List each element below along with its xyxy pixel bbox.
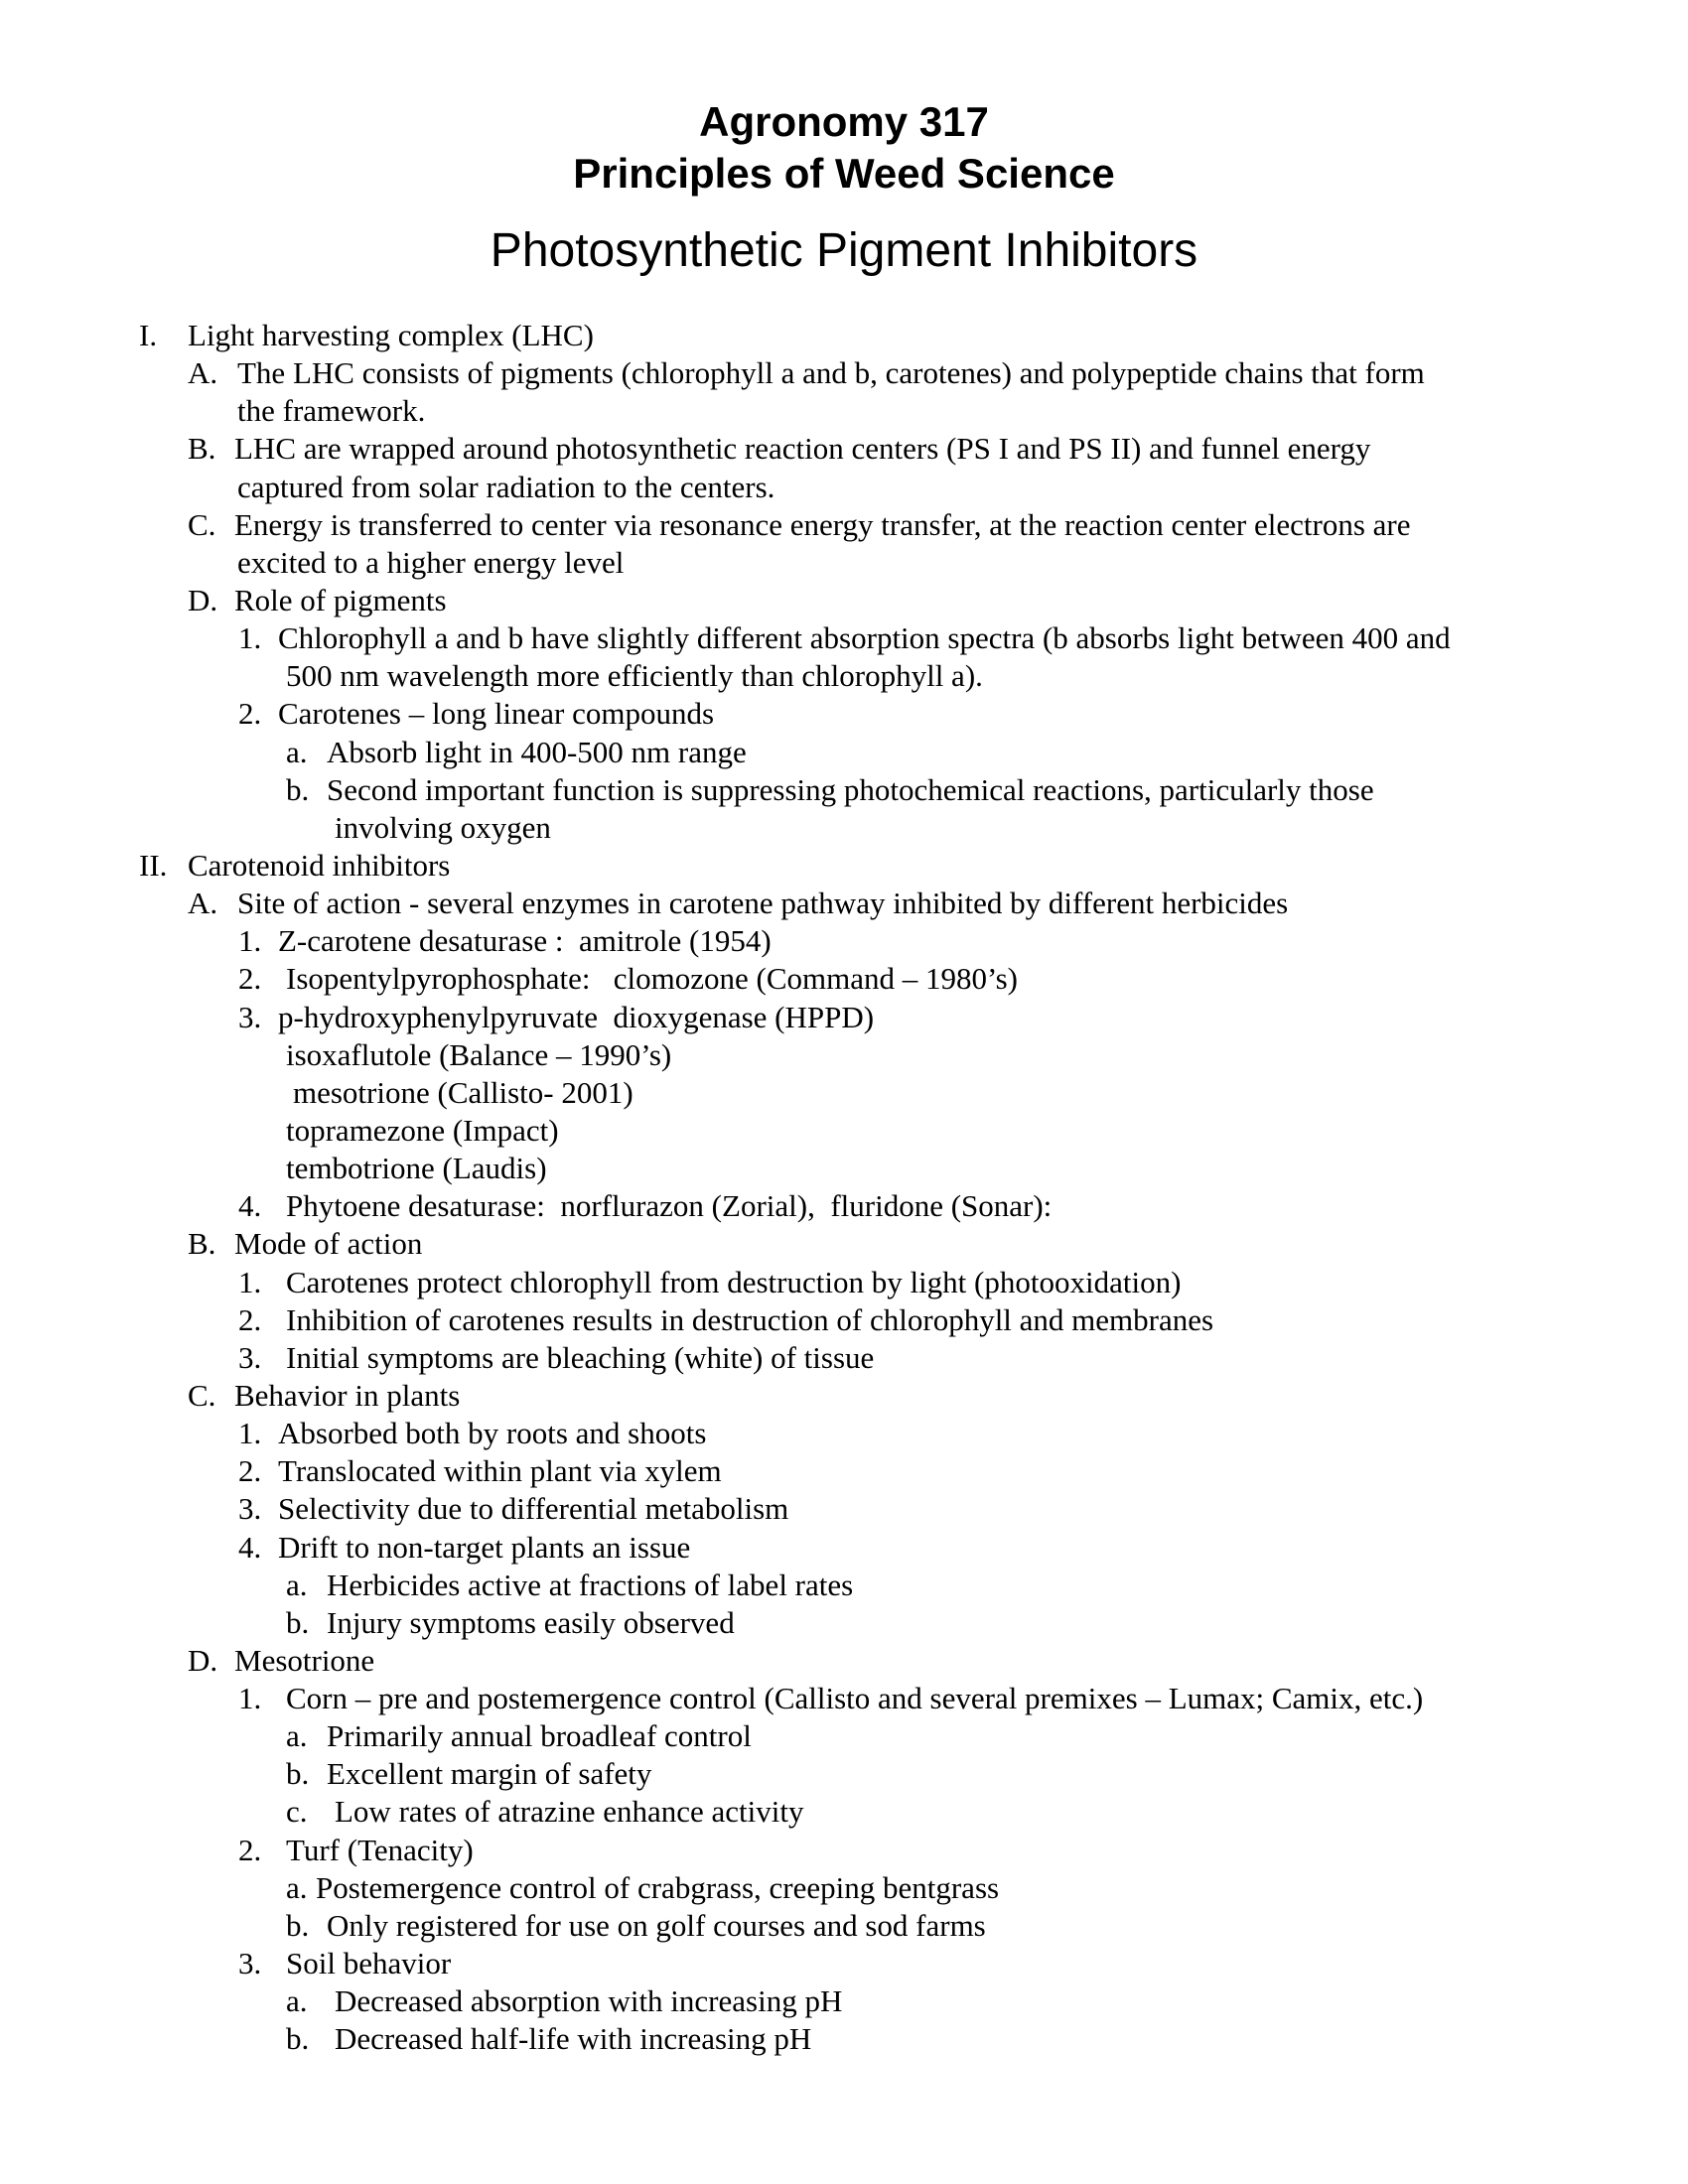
outline-text: Only registered for use on golf courses and sod farms bbox=[327, 1907, 986, 1943]
outline-text: Excellent margin of safety bbox=[327, 1756, 652, 1792]
outline-marker: II. bbox=[139, 847, 168, 883]
outline-text: Translocated within plant via xylem bbox=[278, 1453, 722, 1489]
outline-line bbox=[0, 354, 1688, 392]
outline-line bbox=[0, 1642, 1688, 1680]
outline-marker: 3. bbox=[238, 1946, 262, 1981]
outline-text: Selectivity due to differential metabolism bbox=[278, 1491, 789, 1527]
outline-marker: C. bbox=[188, 506, 216, 542]
outline-line bbox=[0, 1604, 1688, 1642]
outline-marker: C. bbox=[188, 1377, 216, 1413]
outline-line bbox=[0, 1377, 1688, 1415]
outline-text: Second important function is suppressing photochemical reactions, particularly those bbox=[327, 771, 1374, 807]
outline-line bbox=[0, 1490, 1688, 1528]
outline-text: Injury symptoms easily observed bbox=[327, 1604, 735, 1640]
course-number: Agronomy 317 bbox=[699, 98, 989, 145]
outline-text: Carotenoid inhibitors bbox=[188, 847, 451, 883]
outline-marker: A. bbox=[188, 886, 218, 921]
outline-marker: 4. bbox=[238, 1529, 262, 1565]
outline-text: mesotrione (Callisto- 2001) bbox=[293, 1074, 633, 1110]
outline-line bbox=[0, 1415, 1688, 1452]
outline-text: Chlorophyll a and b have slightly different absorption spectra (b absorbs light between 400 and bbox=[278, 620, 1451, 656]
outline-marker: 4. bbox=[238, 1188, 262, 1224]
outline-text: Carotenes – long linear compounds bbox=[278, 696, 715, 732]
outline-text: Carotenes protect chlorophyll from destruction by light (photooxidation) bbox=[286, 1264, 1182, 1299]
outline-line bbox=[0, 1036, 1688, 1074]
outline-text: Decreased absorption with increasing pH bbox=[335, 1983, 843, 2019]
outline-marker: a. bbox=[286, 1567, 308, 1602]
outline-text: Turf (Tenacity) bbox=[286, 1832, 474, 1867]
outline-line bbox=[0, 1301, 1688, 1339]
outline-line bbox=[0, 1187, 1688, 1225]
outline-marker: 2. bbox=[238, 696, 262, 732]
outline-line bbox=[0, 1832, 1688, 1869]
outline-line bbox=[0, 999, 1688, 1036]
outline-text: topramezone (Impact) bbox=[286, 1112, 559, 1148]
outline-marker: D. bbox=[188, 582, 218, 617]
outline-marker: 3. bbox=[238, 999, 262, 1034]
outline-line bbox=[0, 1074, 1688, 1112]
outline-line bbox=[0, 922, 1688, 960]
outline-text: Light harvesting complex (LHC) bbox=[188, 318, 594, 352]
page-title: Photosynthetic Pigment Inhibitors bbox=[490, 224, 1198, 277]
outline-line bbox=[0, 809, 1688, 847]
outline-marker: a. bbox=[286, 1718, 308, 1754]
outline-line bbox=[0, 695, 1688, 733]
outline-text: Primarily annual broadleaf control bbox=[327, 1718, 752, 1754]
outline-marker: b. bbox=[286, 1907, 310, 1943]
outline-line bbox=[0, 1907, 1688, 1945]
outline-line bbox=[0, 1112, 1688, 1150]
outline-text: Decreased half-life with increasing pH bbox=[335, 2021, 812, 2057]
outline-line bbox=[0, 392, 1688, 430]
outline-line bbox=[0, 1945, 1688, 1982]
outline-line bbox=[0, 1717, 1688, 1755]
outline-marker: 2. bbox=[238, 1301, 262, 1337]
outline-text: excited to a higher energy level bbox=[237, 544, 625, 580]
outline-text: p-hydroxyphenylpyruvate dioxygenase (HPPD) bbox=[278, 999, 875, 1034]
outline-text: Mode of action bbox=[234, 1226, 423, 1262]
outline-line bbox=[0, 771, 1688, 809]
outline-line bbox=[0, 1339, 1688, 1377]
outline-text: 500 nm wavelength more efficiently than chlorophyll a). bbox=[286, 658, 983, 694]
outline-marker: I. bbox=[139, 318, 158, 352]
outline-line bbox=[0, 506, 1688, 544]
outline-marker: B. bbox=[188, 1226, 216, 1262]
outline-text: Herbicides active at fractions of label rates bbox=[327, 1567, 854, 1602]
outline-text: Phytoene desaturase: norflurazon (Zorial), fluridone (Sonar): bbox=[286, 1188, 1053, 1224]
outline-line bbox=[0, 1150, 1688, 1187]
outline-text: Isopentylpyrophosphate: clomozone (Command – 1980’s) bbox=[286, 961, 1018, 997]
outline-marker: b. bbox=[286, 1604, 310, 1640]
outline-line bbox=[0, 960, 1688, 998]
outline-marker: 3. bbox=[238, 1339, 262, 1375]
outline-marker: a. bbox=[286, 734, 308, 769]
outline-line bbox=[0, 1869, 1688, 1907]
outline-marker: 3. bbox=[238, 1491, 262, 1527]
outline-marker: 2. bbox=[238, 1453, 262, 1489]
outline-line bbox=[0, 1982, 1688, 2020]
outline-text: Role of pigments bbox=[234, 582, 447, 617]
outline-text: Energy is transferred to center via resonance energy transfer, at the reaction center electrons are bbox=[234, 506, 1411, 542]
outline-marker: 1. bbox=[238, 1416, 262, 1451]
outline-marker: b. bbox=[286, 1756, 310, 1792]
outline-text: Mesotrione bbox=[234, 1642, 375, 1678]
outline-text: tembotrione (Laudis) bbox=[286, 1151, 547, 1186]
outline-line bbox=[0, 1567, 1688, 1604]
outline-text: involving oxygen bbox=[335, 809, 551, 845]
outline-text: Corn – pre and postemergence control (Callisto and several premixes – Lumax; Camix, etc.) bbox=[286, 1681, 1424, 1716]
outline-line bbox=[0, 1793, 1688, 1831]
outline-marker: c. bbox=[286, 1794, 308, 1830]
outline-text: isoxaflutole (Balance – 1990’s) bbox=[286, 1036, 672, 1072]
outline-text: Initial symptoms are bleaching (white) of tissue bbox=[286, 1339, 875, 1375]
outline-text: Soil behavior bbox=[286, 1946, 452, 1981]
outline-line bbox=[0, 1680, 1688, 1717]
outline-text: the framework. bbox=[237, 393, 426, 429]
outline-marker: 1. bbox=[238, 620, 262, 656]
outline-marker: 1. bbox=[238, 923, 262, 959]
outline-line bbox=[0, 1529, 1688, 1567]
outline-line bbox=[0, 847, 1688, 885]
outline-text: captured from solar radiation to the centers. bbox=[237, 469, 775, 504]
outline-line bbox=[0, 1264, 1688, 1301]
outline-text: LHC are wrapped around photosynthetic reaction centers (PS I and PS II) and funnel energy bbox=[234, 431, 1371, 467]
outline-line bbox=[0, 734, 1688, 771]
outline-line bbox=[0, 430, 1688, 468]
outline-marker: 1. bbox=[238, 1681, 262, 1716]
outline-line bbox=[0, 1755, 1688, 1793]
outline-marker: 1. bbox=[238, 1264, 262, 1299]
outline-marker: b. bbox=[286, 2021, 310, 2057]
outline-marker: b. bbox=[286, 771, 310, 807]
outline-marker: a. bbox=[286, 1869, 308, 1905]
outline bbox=[0, 317, 1688, 2058]
outline-marker: B. bbox=[188, 431, 216, 467]
outline-text: Low rates of atrazine enhance activity bbox=[335, 1794, 804, 1830]
outline-line bbox=[0, 469, 1688, 506]
outline-marker: A. bbox=[188, 355, 218, 391]
outline-text: The LHC consists of pigments (chlorophyll a and b, carotenes) and polypeptide chains that form bbox=[237, 355, 1425, 391]
outline-line bbox=[0, 1452, 1688, 1490]
outline-line bbox=[0, 1225, 1688, 1263]
outline-text: Z-carotene desaturase : amitrole (1954) bbox=[278, 923, 772, 959]
outline-line bbox=[0, 657, 1688, 695]
course-title: Principles of Weed Science bbox=[573, 150, 1115, 197]
outline-text: Absorbed both by roots and shoots bbox=[278, 1416, 707, 1451]
outline-text: Postemergence control of crabgrass, creeping bentgrass bbox=[316, 1869, 1000, 1905]
outline-line bbox=[0, 2020, 1688, 2058]
outline-marker: a. bbox=[286, 1983, 308, 2019]
outline-marker: 2. bbox=[238, 1832, 262, 1867]
outline-text: Site of action - several enzymes in carotene pathway inhibited by different herbicides bbox=[237, 886, 1289, 921]
outline-marker: D. bbox=[188, 1642, 218, 1678]
outline-line bbox=[0, 544, 1688, 582]
outline-line bbox=[0, 885, 1688, 922]
outline-line bbox=[0, 317, 1688, 354]
outline-text: Inhibition of carotenes results in destruction of chlorophyll and membranes bbox=[286, 1301, 1214, 1337]
outline-text: Absorb light in 400-500 nm range bbox=[327, 734, 747, 769]
outline-line bbox=[0, 619, 1688, 657]
outline-line bbox=[0, 582, 1688, 619]
outline-text: Drift to non-target plants an issue bbox=[278, 1529, 691, 1565]
outline-marker: 2. bbox=[238, 961, 262, 997]
outline-text: Behavior in plants bbox=[234, 1377, 461, 1413]
